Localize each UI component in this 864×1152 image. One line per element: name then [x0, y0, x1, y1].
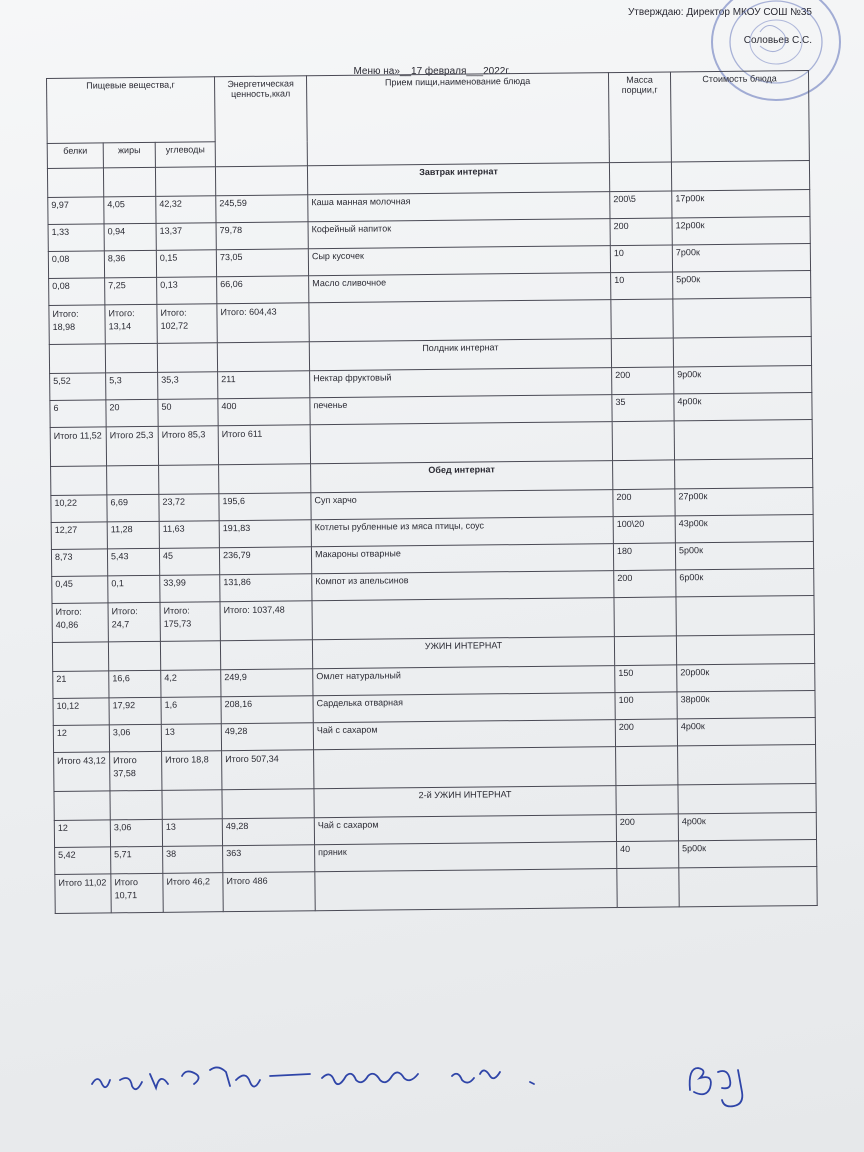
- cost-cell: 5р00к: [675, 541, 813, 569]
- carbs-cell: 11,63: [159, 521, 219, 549]
- section-title: УЖИН ИНТЕРНАТ: [312, 637, 614, 669]
- fats-cell: 6,69: [107, 494, 159, 522]
- energy-cell: 211: [218, 371, 310, 399]
- carbs-cell: 13,37: [156, 223, 216, 251]
- total-energy-cell: Итого: 604,43: [217, 303, 309, 343]
- empty-cell: [54, 791, 110, 821]
- empty-cell: [611, 338, 673, 368]
- carbs-cell: 38: [163, 846, 223, 874]
- carbs-cell: 13: [162, 819, 222, 847]
- empty-cell: [155, 167, 215, 197]
- header-carbs: углеводы: [155, 142, 215, 168]
- energy-cell: 66,06: [217, 276, 309, 304]
- empty-cell: [220, 640, 312, 670]
- energy-cell: 208,16: [221, 696, 313, 724]
- proteins-cell: 0,45: [52, 576, 108, 604]
- mass-cell: 200: [613, 489, 675, 517]
- empty-cell: [162, 790, 222, 820]
- proteins-cell: 8,73: [51, 549, 107, 577]
- fats-cell: 8,36: [104, 250, 156, 278]
- section-title: 2-й УЖИН ИНТЕРНАТ: [314, 786, 616, 818]
- cost-cell: 27р00к: [675, 487, 813, 515]
- empty-cell: [222, 789, 314, 819]
- empty-cell: [314, 747, 616, 789]
- total-fats-cell: Итого 37,58: [110, 751, 162, 791]
- section-title: Полдник интернат: [309, 339, 611, 371]
- dish-name-cell: пряник: [315, 842, 617, 872]
- fats-cell: 5,71: [111, 846, 163, 874]
- dish-name-cell: Омлет натуральный: [313, 666, 615, 696]
- total-proteins-cell: Итого 43,12: [54, 752, 110, 792]
- dish-name-cell: Сарделька отварная: [313, 693, 615, 723]
- fats-cell: 0,94: [104, 223, 156, 251]
- section-title: Обед интернат: [311, 461, 613, 493]
- energy-cell: 195,6: [219, 493, 311, 521]
- energy-cell: 400: [218, 398, 310, 426]
- fats-cell: 4,05: [104, 196, 156, 224]
- carbs-cell: 35,3: [158, 372, 218, 400]
- total-row: [55, 866, 817, 913]
- menu-table-body: [47, 71, 818, 914]
- empty-cell: [219, 464, 311, 494]
- total-carbs-cell: Итого 46,2: [163, 873, 223, 913]
- empty-cell: [675, 458, 813, 488]
- empty-cell: [678, 783, 816, 813]
- proteins-cell: 5,42: [55, 847, 111, 875]
- energy-cell: 79,78: [216, 222, 308, 250]
- cost-cell: 6р00к: [676, 568, 814, 596]
- fats-cell: 3,06: [109, 724, 161, 752]
- empty-cell: [49, 344, 105, 374]
- fats-cell: 20: [106, 399, 158, 427]
- carbs-cell: 45: [159, 548, 219, 576]
- cost-cell: 5р00к: [679, 839, 817, 867]
- empty-cell: [676, 595, 814, 635]
- mass-cell: 200\5: [610, 191, 672, 219]
- proteins-cell: 10,22: [51, 495, 107, 523]
- total-carbs-cell: Итого: 175,73: [160, 602, 220, 642]
- dish-name-cell: печенье: [310, 395, 612, 425]
- empty-cell: [676, 634, 814, 664]
- section-title: Завтрак интернат: [307, 163, 609, 195]
- dish-name-cell: Каша манная молочная: [308, 192, 610, 222]
- proteins-cell: 12: [54, 820, 110, 848]
- proteins-cell: 0,08: [48, 251, 104, 279]
- header-proteins: белки: [47, 143, 103, 169]
- total-energy-cell: Итого 611: [218, 425, 310, 465]
- empty-cell: [671, 161, 809, 191]
- fats-cell: 3,06: [110, 819, 162, 847]
- proteins-cell: 0,08: [49, 278, 105, 306]
- empty-cell: [616, 785, 678, 815]
- dish-name-cell: Макароны отварные: [311, 544, 613, 574]
- carbs-cell: 42,32: [156, 196, 216, 224]
- empty-cell: [609, 162, 671, 192]
- energy-cell: 236,79: [219, 547, 311, 575]
- cost-cell: 5р00к: [673, 271, 811, 299]
- energy-cell: 191,83: [219, 520, 311, 548]
- empty-cell: [309, 300, 611, 342]
- total-energy-cell: Итого 507,34: [222, 750, 314, 790]
- carbs-cell: 33,99: [160, 575, 220, 603]
- empty-cell: [52, 642, 108, 672]
- total-proteins-cell: Итого: 18,98: [49, 305, 105, 345]
- menu-table: [46, 70, 818, 914]
- empty-cell: [217, 342, 309, 372]
- cost-cell: 43р00к: [675, 514, 813, 542]
- cost-cell: 9р00к: [674, 365, 812, 393]
- fats-cell: 0,1: [108, 575, 160, 603]
- header-energy: Энергетическая ценность,ккал: [215, 76, 308, 167]
- empty-cell: [613, 460, 675, 490]
- total-energy-cell: Итого 486: [223, 872, 315, 912]
- cost-cell: 17р00к: [672, 190, 810, 218]
- empty-cell: [47, 168, 103, 198]
- cost-cell: 4р00к: [674, 392, 812, 420]
- menu-sheet: [46, 70, 817, 914]
- total-carbs-cell: Итого 18,8: [162, 751, 222, 791]
- proteins-cell: 12: [53, 725, 109, 753]
- header-nutrients: Пищевые вещества,г: [47, 77, 216, 144]
- proteins-cell: 9,97: [48, 197, 104, 225]
- fats-cell: 11,28: [107, 521, 159, 549]
- approval-line-2: Соловьев С.С.: [743, 35, 812, 46]
- proteins-cell: 21: [53, 671, 109, 699]
- dish-name-cell: Сыр кусочек: [308, 246, 610, 276]
- empty-cell: [315, 869, 617, 911]
- empty-cell: [616, 746, 678, 786]
- empty-cell: [679, 866, 817, 906]
- header-cost: Стоимость блюда: [671, 71, 810, 162]
- empty-cell: [678, 744, 816, 784]
- menu-title: Меню на»__17 февраля___2022г.: [353, 66, 511, 77]
- cost-cell: 38р00к: [677, 690, 815, 718]
- energy-cell: 49,28: [222, 818, 314, 846]
- empty-cell: [107, 465, 159, 495]
- carbs-cell: 0,15: [156, 250, 216, 278]
- mass-cell: 35: [612, 394, 674, 422]
- mass-cell: 10: [610, 245, 672, 273]
- energy-cell: 249,9: [221, 669, 313, 697]
- dish-name-cell: Компот из апельсинов: [312, 571, 614, 601]
- empty-cell: [157, 343, 217, 373]
- handwritten-signatures: [0, 1050, 864, 1152]
- energy-cell: 131,86: [220, 574, 312, 602]
- total-carbs-cell: Итого 85,3: [158, 426, 218, 466]
- total-energy-cell: Итого: 1037,48: [220, 601, 312, 641]
- carbs-cell: 0,13: [157, 277, 217, 305]
- total-fats-cell: Итого 25,3: [106, 426, 158, 466]
- empty-cell: [108, 641, 160, 671]
- mass-cell: 40: [617, 841, 679, 869]
- empty-cell: [673, 298, 811, 338]
- total-fats-cell: Итого 10,71: [111, 873, 163, 913]
- dish-name-cell: Чай с сахаром: [314, 815, 616, 845]
- empty-cell: [614, 597, 676, 637]
- cost-cell: 4р00к: [678, 812, 816, 840]
- fats-cell: 5,43: [107, 548, 159, 576]
- mass-cell: 150: [615, 665, 677, 693]
- empty-cell: [110, 790, 162, 820]
- cost-cell: 7р00к: [672, 244, 810, 272]
- proteins-cell: 12,27: [51, 522, 107, 550]
- mass-cell: 180: [613, 543, 675, 571]
- energy-cell: 73,05: [216, 249, 308, 277]
- proteins-cell: 1,33: [48, 224, 104, 252]
- approval-line-1: Утверждаю: Директор МКОУ СОШ №35: [627, 7, 812, 18]
- empty-cell: [612, 421, 674, 461]
- cost-cell: 12р00к: [672, 217, 810, 245]
- energy-cell: 245,59: [216, 195, 308, 223]
- mass-cell: 100\20: [613, 516, 675, 544]
- mass-cell: 200: [614, 570, 676, 598]
- empty-cell: [611, 299, 673, 339]
- header-fats: жиры: [103, 142, 155, 168]
- mass-cell: 200: [612, 367, 674, 395]
- dish-name-cell: Кофейный напиток: [308, 219, 610, 249]
- fats-cell: 17,92: [109, 697, 161, 725]
- energy-cell: 49,28: [221, 723, 313, 751]
- total-fats-cell: Итого: 13,14: [105, 304, 157, 344]
- total-carbs-cell: Итого: 102,72: [157, 304, 217, 344]
- energy-cell: 363: [223, 845, 315, 873]
- header-row: [47, 71, 810, 144]
- cost-cell: 4р00к: [677, 717, 815, 745]
- empty-cell: [312, 598, 614, 640]
- header-dish: Прием пищи,наименование блюда: [307, 73, 610, 166]
- approval-block: [628, 6, 812, 48]
- empty-cell: [673, 337, 811, 367]
- carbs-cell: 13: [161, 724, 221, 752]
- dish-name-cell: Нектар фруктовый: [310, 368, 612, 398]
- mass-cell: 200: [615, 719, 677, 747]
- carbs-cell: 50: [158, 399, 218, 427]
- total-proteins-cell: Итого: 40,86: [52, 603, 108, 643]
- mass-cell: 10: [611, 272, 673, 300]
- empty-cell: [310, 422, 612, 464]
- empty-cell: [674, 419, 812, 459]
- carbs-cell: 1,6: [161, 697, 221, 725]
- empty-cell: [51, 466, 107, 496]
- total-fats-cell: Итого: 24,7: [108, 602, 160, 642]
- proteins-cell: 5,52: [50, 373, 106, 401]
- empty-cell: [617, 868, 679, 908]
- total-proteins-cell: Итого 11,52: [50, 427, 106, 467]
- empty-cell: [215, 166, 307, 196]
- dish-name-cell: Масло сливочное: [309, 273, 611, 303]
- fats-cell: 5,3: [106, 372, 158, 400]
- dish-name-cell: Суп харчо: [311, 490, 613, 520]
- mass-cell: 200: [616, 814, 678, 842]
- carbs-cell: 4,2: [161, 670, 221, 698]
- empty-cell: [160, 641, 220, 671]
- dish-name-cell: Котлеты рубленные из мяса птицы, соус: [311, 517, 613, 547]
- dish-name-cell: Чай с сахаром: [313, 720, 615, 750]
- fats-cell: 16,6: [109, 670, 161, 698]
- empty-cell: [614, 636, 676, 666]
- empty-cell: [105, 343, 157, 373]
- fats-cell: 7,25: [105, 277, 157, 305]
- empty-cell: [103, 167, 155, 197]
- cost-cell: 20р00к: [677, 663, 815, 691]
- mass-cell: 100: [615, 692, 677, 720]
- carbs-cell: 23,72: [159, 494, 219, 522]
- total-proteins-cell: Итого 11,02: [55, 874, 111, 914]
- proteins-cell: 10,12: [53, 698, 109, 726]
- mass-cell: 200: [610, 218, 672, 246]
- header-mass: Масса порции,г: [609, 72, 672, 163]
- proteins-cell: 6: [50, 400, 106, 428]
- empty-cell: [159, 465, 219, 495]
